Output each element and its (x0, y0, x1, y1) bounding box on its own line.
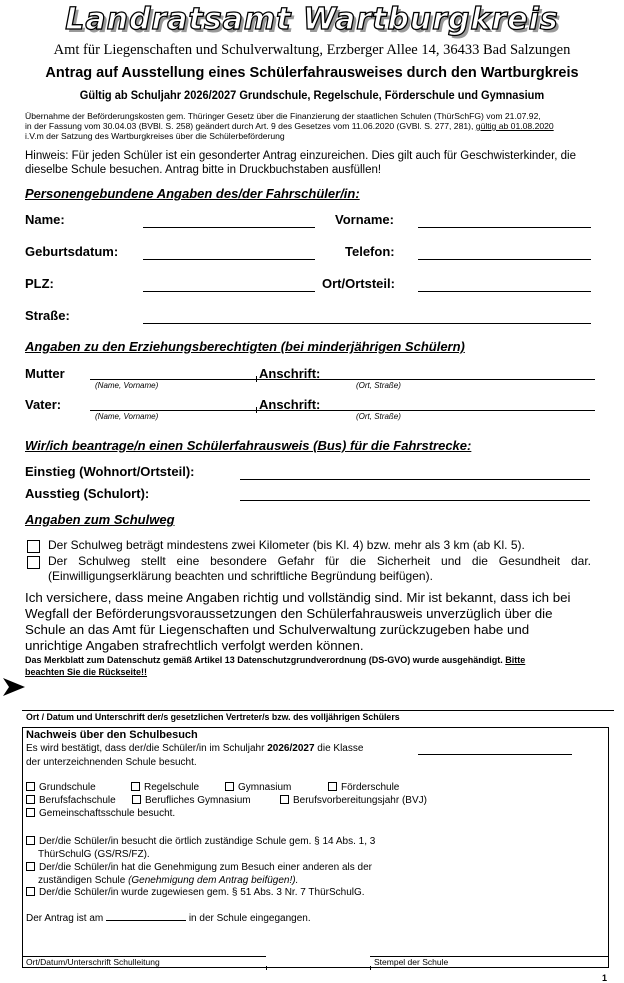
einstieg-field[interactable] (240, 479, 590, 480)
status-text-cont: zuständigen Schule (38, 875, 126, 886)
vater-name-hint: (Name, Vorname) (95, 412, 159, 421)
section-guardians-heading: Angaben zu den Erziehungsberechtigten (bei minderjährigen Schülern) (25, 339, 465, 354)
checkbox[interactable] (280, 795, 289, 804)
einstieg-label: Einstieg (Wohnort/Ortsteil): (25, 464, 195, 479)
office-address: Amt für Liegenschaften und Schulverwaltung, Erzberger Allee 14, 36433 Bad Salzungen (53, 42, 571, 58)
mutter-name-field[interactable] (90, 379, 256, 380)
vater-label: Vater: (25, 397, 62, 412)
vorname-label: Vorname: (335, 212, 394, 227)
school-type-gymnasium[interactable] (225, 782, 291, 793)
legal-line-3: i.V.m der Satzung des Wartburgkreises über die Schülerbeförderung (25, 131, 285, 141)
school-type-regelschule[interactable] (131, 782, 199, 793)
plz-label: PLZ: (25, 276, 54, 291)
vorname-field[interactable] (418, 227, 591, 228)
legal-line-2-text: in der Fassung vom 30.04.03 (BVBl. S. 258) geändert durch Art. 9 des Gesetzes vom 11.06.2020 (GVBl. S. 277, 281), (25, 121, 474, 131)
section-schulweg-heading: Angaben zum Schulweg (25, 512, 175, 527)
privacy-note-text: Das Merkblatt zum Datenschutz gemäß Artikel 13 Datenschutzgrundverordnung (DS-GVO) wurde ausgehändigt. (25, 655, 503, 665)
received-note (26, 913, 311, 924)
received-suffix: in der Schule eingegangen. (188, 913, 311, 924)
confirm-school-year: 2026/2027 (267, 743, 315, 754)
status-text: Der/die Schüler/in wurde zugewiesen gem. § 51 Abs. 3 Nr. 7 ThürSchulG. (39, 887, 365, 898)
vater-address-field[interactable] (256, 410, 595, 411)
mutter-label: Mutter (25, 366, 65, 381)
box-bottom-border (22, 967, 608, 968)
schulweg-danger-note: (Einwilligungserklärung beachten und schriftliche Begründung beifügen). (48, 569, 433, 583)
privacy-backside-link[interactable]: Bitte beachten Sie die Rückseite!! (25, 655, 526, 677)
mutter-address-field[interactable] (256, 379, 595, 380)
checkbox[interactable] (26, 887, 35, 896)
ausstieg-label: Ausstieg (Schulort): (25, 486, 150, 501)
legal-line-2 (25, 121, 624, 131)
status-text: Der/die Schüler/in besucht die örtlich zuständige Schule gem. § 14 Abs. 1, 3 (39, 836, 376, 847)
school-proof-confirm (26, 743, 363, 754)
schulweg-danger-text: Der Schulweg stellt eine besondere Gefahr für die Sicherheit und die Gesundheit dar. (48, 554, 591, 568)
school-type-label: Berufsfachschule (39, 795, 116, 806)
strasse-field[interactable] (143, 323, 591, 324)
declaration-text: Ich versichere, dass meine Angaben richtig und vollständig sind. Mir ist bekannt, dass ich bei Wegfall der Beförderungsvoraussetzungen den Schülerfahrausweis unverzüglich über die Schule an das Amt für Liegenschaften und Schulverwaltung zurückzugeben habe und unrichtige Angaben strafrechtlich verfolgt werden können. (25, 590, 571, 653)
plz-field[interactable] (143, 291, 315, 292)
confirm-line-2: der unterzeichnenden Schule besucht. (26, 757, 197, 768)
checkbox[interactable] (26, 862, 35, 871)
school-proof-heading: Nachweis über den Schulbesuch (26, 729, 198, 741)
checkbox[interactable] (26, 836, 35, 845)
schulleitung-sign-label: Ort/Datum/Unterschrift Schulleitung (26, 957, 160, 967)
checkbox[interactable] (225, 782, 234, 791)
privacy-note (25, 654, 545, 678)
checkbox[interactable] (328, 782, 337, 791)
school-type-label: Regelschule (144, 782, 200, 793)
status-text: Der/die Schüler/in hat die Genehmigung zum Besuch einer anderen als der (39, 862, 372, 873)
mutter-name-hint: (Name, Vorname) (95, 381, 159, 390)
vater-address-hint: (Ort, Straße) (356, 412, 401, 421)
school-type-label: Berufsvorbereitungsjahr (BVJ) (293, 795, 427, 806)
schulweg-distance-text: Der Schulweg beträgt mindestens zwei Kilometer (bis Kl. 4) bzw. mehr als 3 km (ab Kl. 5). (48, 538, 525, 552)
vater-name-field[interactable] (90, 410, 256, 411)
page-number: 1 (602, 973, 608, 983)
schulweg-danger-checkbox[interactable] (27, 556, 40, 569)
checkbox[interactable] (131, 782, 140, 791)
signature-line[interactable] (22, 710, 614, 711)
vater-anschrift-label: Anschrift: (259, 397, 321, 412)
schulweg-distance-checkbox[interactable] (27, 540, 40, 553)
school-type-label: Gemeinschaftsschule besucht. (39, 808, 176, 819)
status-local-school[interactable] (26, 835, 375, 861)
status-assigned[interactable] (26, 887, 365, 898)
telefon-field[interactable] (418, 259, 591, 260)
school-type-foerderschule[interactable] (328, 782, 399, 793)
logo-landratsamt: Landratsamt Wartburgkreis (65, 2, 559, 37)
school-type-label: Gymnasium (238, 782, 292, 793)
telefon-label: Telefon: (345, 244, 395, 259)
klasse-field[interactable] (418, 754, 572, 755)
legal-basis (25, 111, 624, 141)
school-type-gemeinschaftsschule[interactable] (26, 808, 175, 819)
signature-label: Ort / Datum und Unterschrift der/s gesetzlichen Vertreter/s bzw. des volljährigen Schülers (26, 712, 400, 722)
form-title: Antrag auf Ausstellung eines Schülerfahrausweises durch den Wartburgkreis (45, 65, 579, 81)
confirm-prefix: Es wird bestätigt, dass der/die Schüler/in im Schuljahr (26, 743, 265, 754)
school-type-bvj[interactable] (280, 795, 427, 806)
ort-field[interactable] (418, 291, 591, 292)
mutter-divider (256, 376, 257, 382)
mutter-anschrift-label: Anschrift: (259, 366, 321, 381)
hint-text: Hinweis: Für jeden Schüler ist ein gesonderter Antrag einzureichen. Dies gilt auch für Geschwisterkinder, die dieselbe Schule besuchen. Antrag bitte in Druckbuchstaben ausfüllen! (25, 150, 577, 176)
school-type-grundschule[interactable] (26, 782, 96, 793)
arrow-right-icon (3, 676, 25, 698)
school-type-label: Förderschule (341, 782, 400, 793)
school-type-label: Berufliches Gymnasium (145, 795, 251, 806)
mutter-address-hint: (Ort, Straße) (356, 381, 401, 390)
name-field[interactable] (143, 227, 315, 228)
confirm-suffix: die Klasse (317, 743, 364, 754)
name-label: Name: (25, 212, 65, 227)
received-prefix: Der Antrag ist am (26, 913, 104, 924)
status-italic-note: (Genehmigung dem Antrag beifügen!). (128, 875, 299, 886)
vater-divider (256, 407, 257, 413)
checkbox[interactable] (26, 795, 35, 804)
school-type-berufliches-gymnasium[interactable] (132, 795, 251, 806)
geburtsdatum-field[interactable] (143, 259, 315, 260)
ort-label: Ort/Ortsteil: (322, 276, 395, 291)
legal-valid-from: gültig ab 01.08.2020 (475, 121, 554, 131)
ausstieg-field[interactable] (240, 500, 590, 501)
checkbox[interactable] (26, 782, 35, 791)
school-type-berufsfachschule[interactable] (26, 795, 116, 806)
checkbox[interactable] (132, 795, 141, 804)
section-personal-heading: Personengebundene Angaben des/der Fahrschüler/in: (25, 186, 360, 201)
status-text-cont: ThürSchulG (GS/RS/FZ). (38, 849, 150, 860)
validity-note: Gültig ab Schuljahr 2026/2027 Grundschule, Regelschule, Förderschule und Gymnasium (79, 88, 545, 102)
stamp-label: Stempel der Schule (374, 957, 449, 967)
checkbox[interactable] (26, 808, 35, 817)
legal-line-1: Übernahme der Beförderungskosten gem. Thüringer Gesetz über die Finanzierung der staatlichen Schulen (ThürSchFG) vom 21.07.92, (25, 111, 541, 121)
status-permission[interactable] (26, 861, 372, 887)
geburtsdatum-label: Geburtsdatum: (25, 244, 119, 259)
strasse-label: Straße: (25, 308, 70, 323)
section-route-heading: Wir/ich beantrage/n einen Schülerfahrausweis (Bus) für die Fahrstrecke: (25, 438, 472, 453)
school-type-label: Grundschule (39, 782, 96, 793)
received-date-field[interactable] (106, 920, 186, 921)
